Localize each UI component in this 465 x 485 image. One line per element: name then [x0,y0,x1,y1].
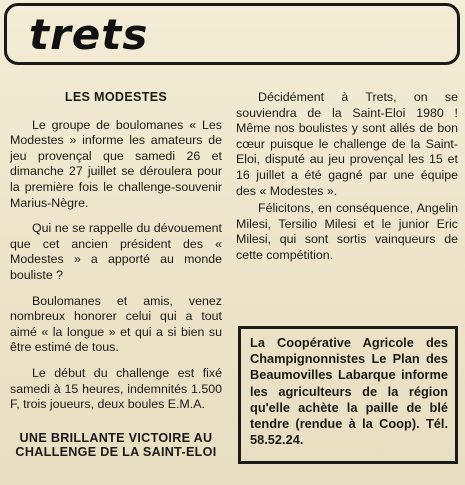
article-paragraph: Le début du challenge est fixé samedi à 15 heures, indemnités 1.500 F, trois joueurs, deux boules E.M.A. [10,365,222,412]
advertisement-box [238,326,458,464]
left-column [10,90,222,460]
article-paragraph: Félicitons, en conséquence, Angelin Milesi, Tersilio Milesi et le junior Eric Milesi, qui sont sortis vainqueurs de cette compétition. [236,201,458,262]
right-column [236,90,458,274]
advertisement-text: La Coopérative Agricole des Champignonnistes Le Plan des Beaumovilles Labarque informe les agriculteurs de la région qu'elle achète la paille de blé tendre (rendue à la Coop). Tél. 58.52.24. [250,335,448,448]
article-paragraph: Le groupe de boulomanes « Les Modestes » informe les amateurs de jeu provençal que samedi 26 et dimanche 27 juillet se déroulera pour la première fois le challenge-souvenir Marius-Nègre. [10,117,222,210]
article-paragraph: Décidément à Trets, on se souviendra de la Saint-Eloi 1980 ! Même nos boulistes y sont allés de bon cœur puisque le challenge de la Saint-Eloi, disputé au jeu provençal les 15 et 16 juillet a été gagné par une équipe des « Modestes ». [236,90,458,198]
page-title: trets [29,10,149,59]
article-subheading: UNE BRILLANTE VICTOIRE AU CHALLENGE DE LA SAINT-ELOI [15,430,217,460]
header-banner [4,3,460,65]
article-paragraph: Qui ne se rappelle du dévouement que cet ancien président des « Modestes » a apporté au monde bouliste ? [10,221,222,282]
article-heading: LES MODESTES [64,90,168,104]
article-paragraph: Boulomanes et amis, venez nombreux honorer celui qui a tout aimé « la longue » et qui a si bien su être estimé de tous. [10,293,222,355]
